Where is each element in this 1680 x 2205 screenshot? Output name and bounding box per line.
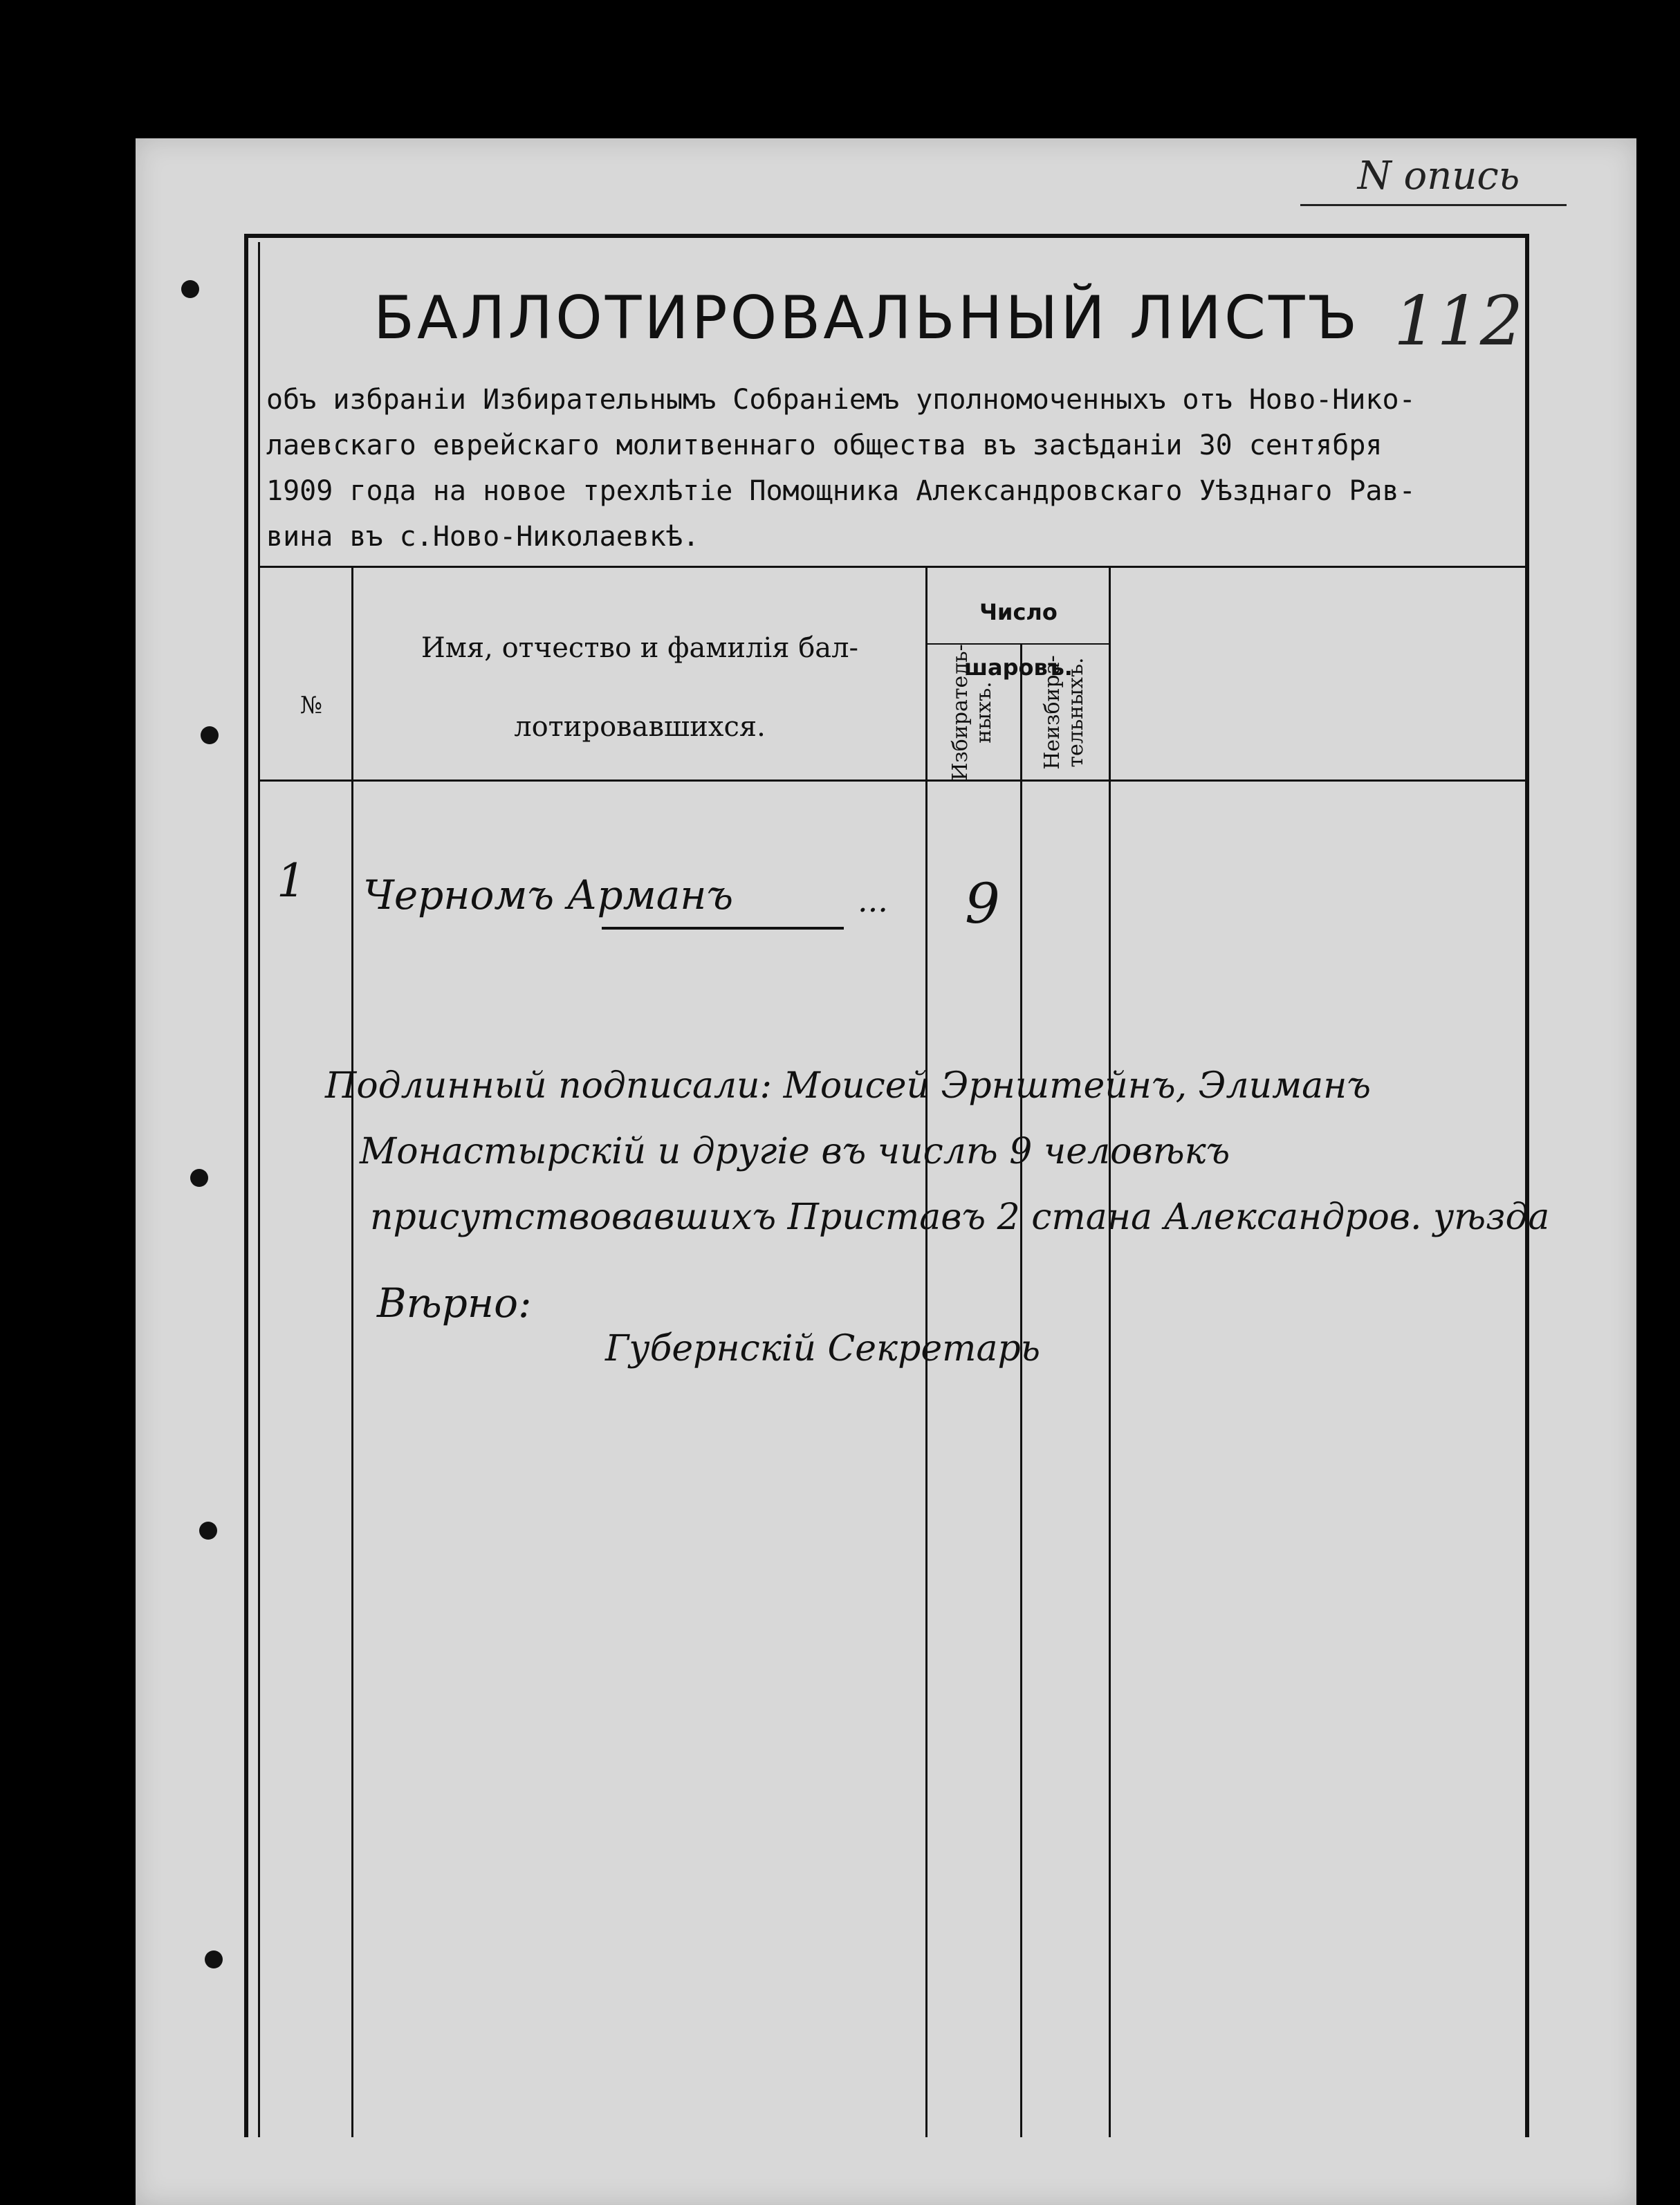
punch-hole	[205, 1950, 223, 1968]
header-name	[353, 609, 927, 747]
punch-hole	[199, 1522, 217, 1540]
header-number: №	[299, 692, 323, 719]
subtitle-line: вина въ с.Ново-Николаевкѣ.	[266, 521, 700, 553]
entry-name-underline	[602, 927, 844, 930]
frame-left-inner	[258, 242, 260, 2137]
archive-mark-underline	[1300, 204, 1567, 206]
document-subtitle	[266, 377, 1532, 560]
note-line: Вѣрно:	[377, 1280, 532, 1327]
col-divider-balls	[1020, 645, 1022, 2137]
document-title: БАЛЛОТИРОВАЛЬНЫЙ ЛИСТЪ	[373, 284, 1360, 353]
header-balls: Число шаровъ.	[964, 599, 1073, 681]
subtitle-line: лаевскаго еврейскаго молитвеннаго общества въ засѣданіи 30 сентября	[266, 430, 1383, 461]
header-name-line: лотировавшихся.	[514, 711, 766, 743]
note-line: Монастырскій и другіе въ числѣ 9 человѣкъ	[360, 1131, 1230, 1172]
header-votes-against: Неизбира- тельныхъ.	[1040, 655, 1088, 770]
entry-name: Черномъ Арманъ	[363, 871, 734, 919]
col-divider-number	[351, 567, 353, 2137]
signature: Губернскій Секретарь	[605, 1328, 1041, 1369]
archive-mark: N опись	[1357, 154, 1520, 199]
sheet-number: 112	[1394, 282, 1524, 361]
punch-hole	[181, 280, 199, 298]
entry-number: 1	[277, 854, 306, 907]
entry-votes-for: 9	[965, 871, 1000, 936]
header-votes-for: Избиратель- ныхъ.	[948, 644, 996, 781]
frame-top	[244, 234, 1529, 238]
note-line: присутствовавшихъ Приставъ 2 стана Александров. уѣзда	[370, 1197, 1550, 1238]
header-top-rule	[260, 566, 1526, 568]
header-bottom-rule	[260, 779, 1526, 782]
subtitle-line: объ избраніи Избирательнымъ Собраніемъ уполномоченныхъ отъ Ново-Нико-	[266, 384, 1416, 416]
entry-dots: ...	[858, 882, 888, 919]
col-divider-against	[1109, 567, 1111, 2137]
subtitle-line: 1909 года на новое трехлѣтіе Помощника Александровскаго Уѣзднаго Рав-	[266, 475, 1416, 507]
frame-left-outer	[244, 234, 248, 2137]
punch-hole	[190, 1169, 208, 1187]
punch-hole	[201, 726, 219, 744]
note-line: Подлинный подписали: Моисей Эрнштейнъ, Элиманъ	[325, 1065, 1372, 1107]
header-name-line: Имя, отчество и фамилія бал-	[421, 632, 859, 664]
